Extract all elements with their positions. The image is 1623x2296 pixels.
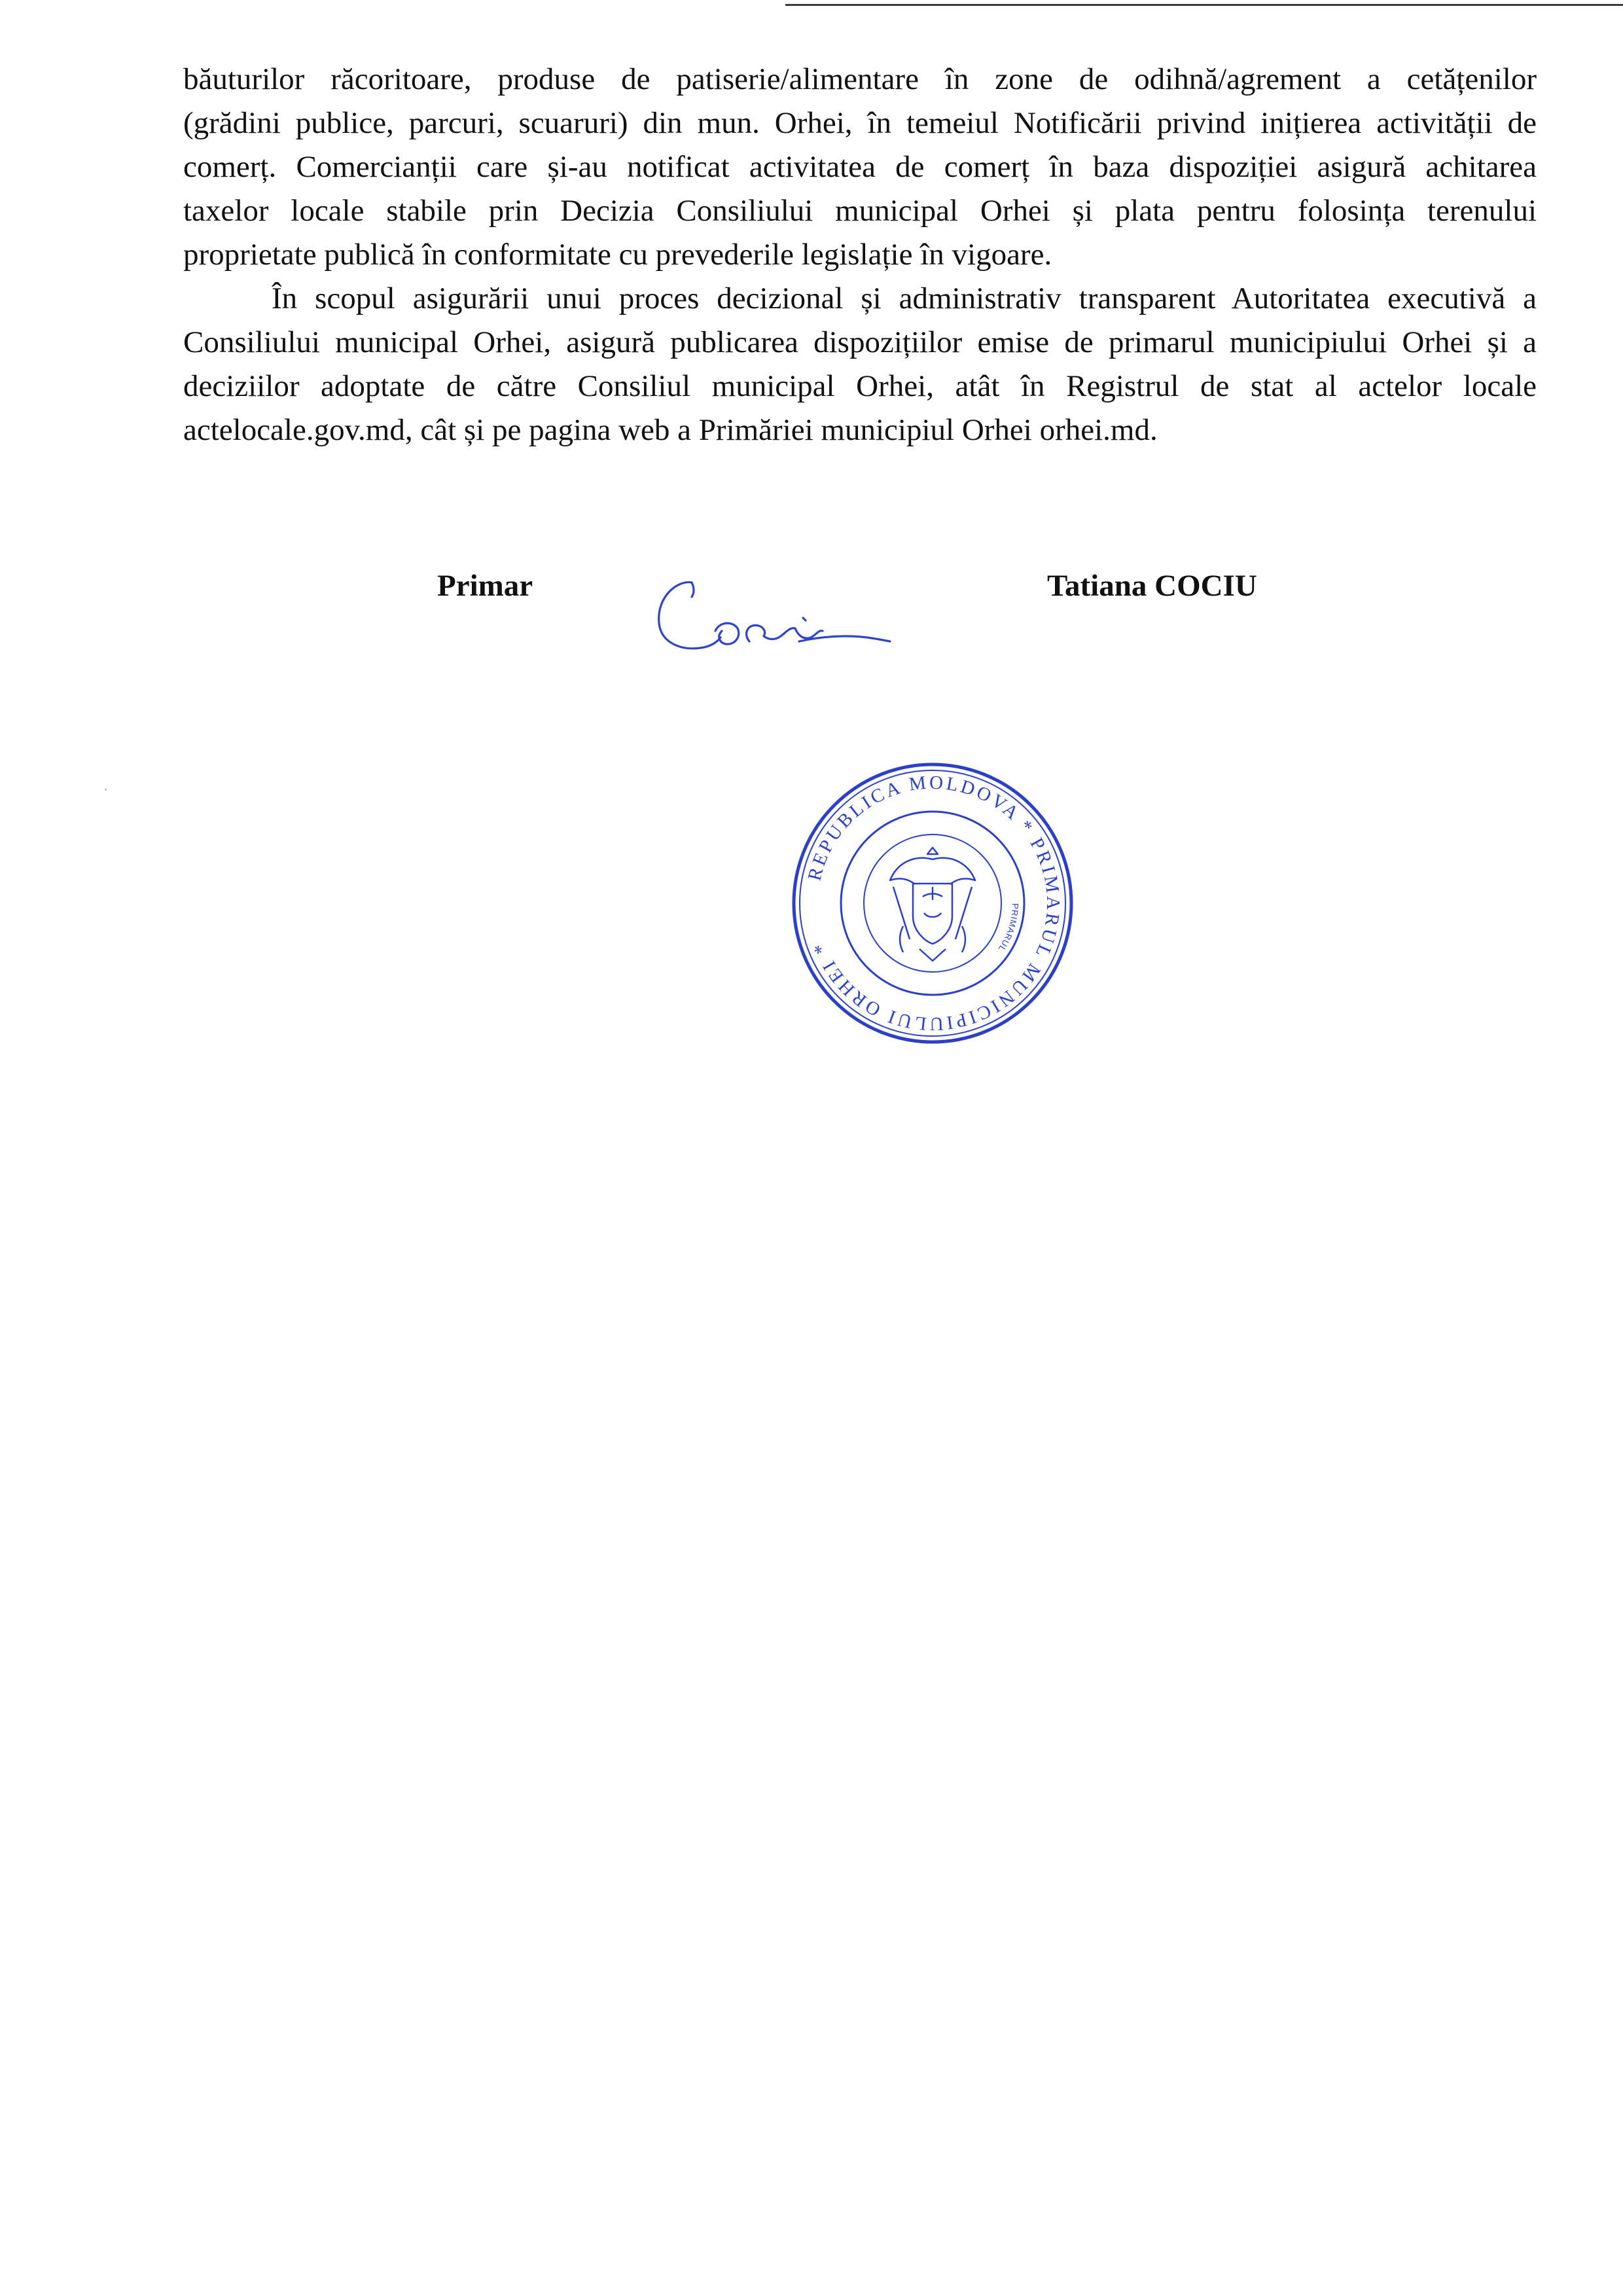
seal-outer-text: REPUBLICA MOLDOVA * PRIMARUL MUNICIPIULUI ORHEI * — [804, 772, 1064, 1035]
paragraph-1-line-4: taxelor locale stabile prin Decizia Consiliului municipal Orhei și plata pentru folosința terenului — [183, 194, 1537, 228]
paragraph-1 — [183, 58, 1537, 277]
signatory-name: Tatiana COCIU — [1047, 569, 1257, 603]
paragraph-1-line-2: (grădini publice, parcuri, scuaruri) din mun. Orhei, în temeiul Notificării privind inițierea activității de — [183, 106, 1537, 140]
body-text — [183, 58, 1537, 452]
seal-inner-text: PRIMARUL — [996, 903, 1021, 954]
handwritten-signature — [651, 564, 913, 669]
paragraph-2 — [183, 277, 1537, 452]
paragraph-1-line-1: băuturilor răcoritoare, produse de patiserie/alimentare în zone de odihnă/agrement a cetățenilor — [183, 62, 1537, 96]
paragraph-2-line-3: deciziilor adoptate de către Consiliul municipal Orhei, atât în Registrul de stat al actelor locale — [183, 369, 1537, 403]
scan-speck — [105, 789, 107, 791]
paragraph-2-line-2: Consiliului municipal Orhei, asigură publicarea dispozițiilor emise de primarul municipiului Orhei și a — [183, 325, 1537, 359]
paragraph-1-line-5: proprietate publică în conformitate cu prevederile legislație în vigoare. — [183, 238, 1052, 272]
signatory-role: Primar — [437, 569, 533, 603]
paragraph-2-line-4: actelocale.gov.md, cât și pe pagina web a Primăriei municipiul Orhei orhei.md. — [183, 413, 1158, 447]
top-rule — [785, 4, 1623, 6]
official-seal — [785, 756, 1080, 1050]
paragraph-2-line-1: În scopul asigurării unui proces decizional și administrativ transparent Autoritatea executivă a — [272, 281, 1537, 315]
paragraph-1-line-3: comerț. Comercianții care și-au notificat activitatea de comerț în baza dispoziției asigură achitarea — [183, 150, 1537, 184]
coat-of-arms-icon — [890, 848, 975, 961]
